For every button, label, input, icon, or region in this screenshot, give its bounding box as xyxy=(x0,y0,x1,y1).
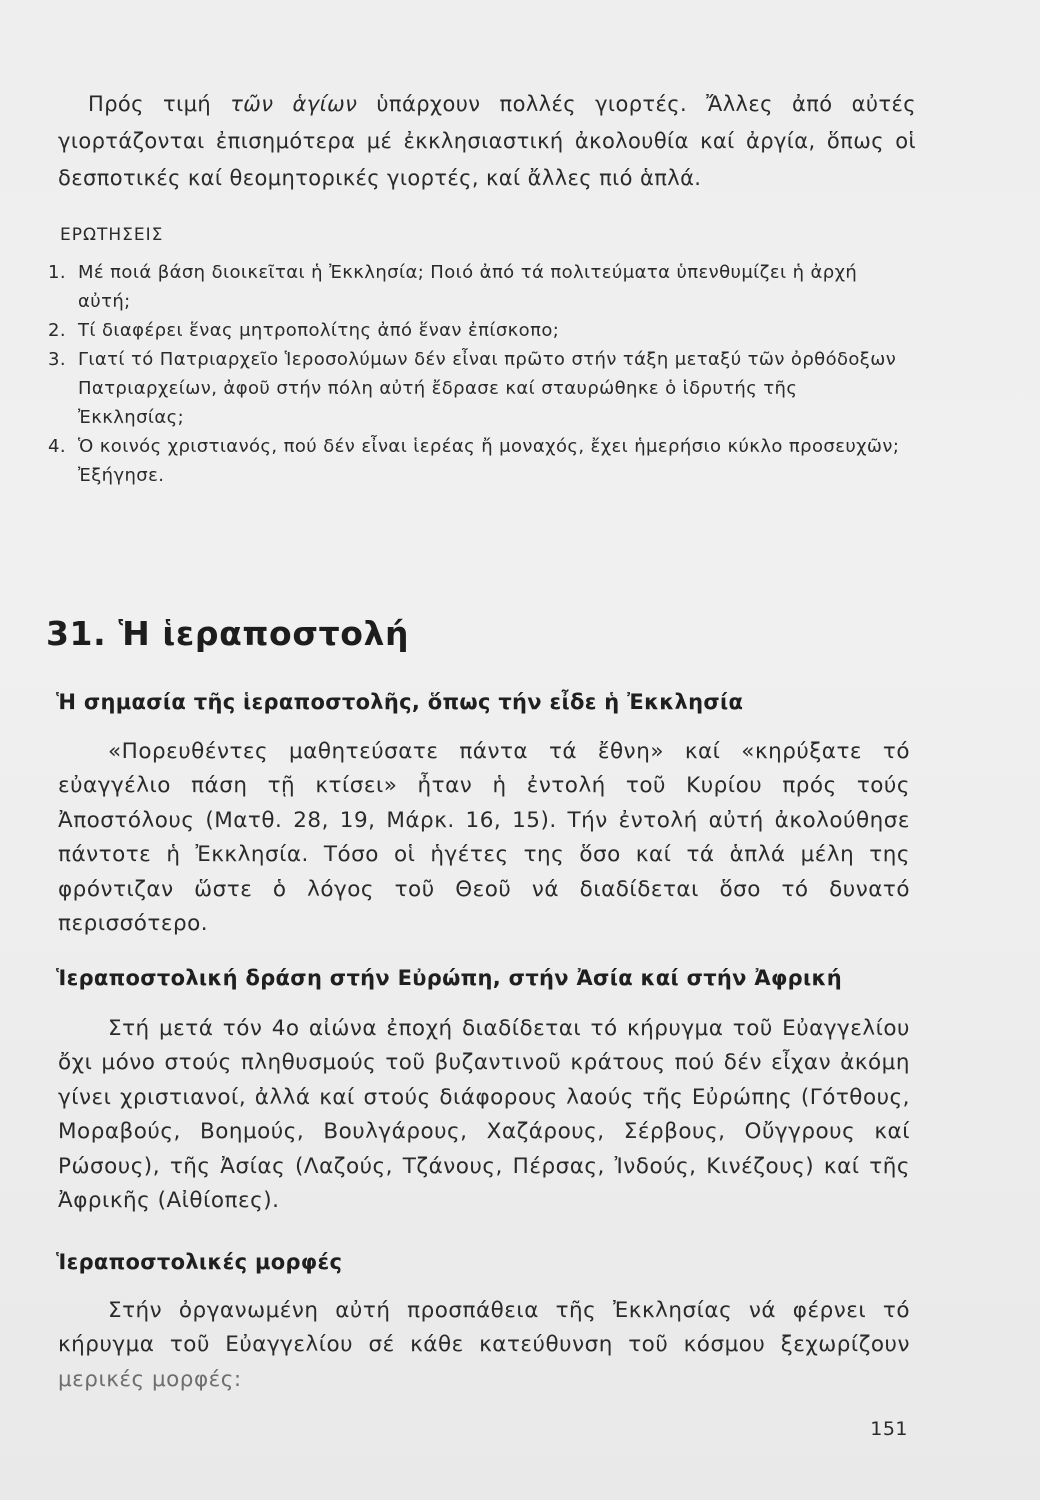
question-number: 4. xyxy=(48,436,66,457)
section-paragraph-missionary-action: Στή μετά τόν 4ο αἰώνα ἐποχή διαδίδεται τό κήρυγμα τοῦ Εὐαγγελίου ὄχι μόνο στούς πληθυσμούς τοῦ βυζαντινοῦ κράτους πού δέν εἶχαν ἀκόμη γίνει χριστιανοί, ἀλλά καί στούς διάφορους λαούς τῆς Εὐρώπης (Γότθους, Μοραβούς, Βοημούς, Βουλγάρους, Χαζάρους, Σέρβους, Οὔγγρους καί Ρώσους), τῆς Ἀσίας (Λαζούς, Τζάνους, Πέρσας, Ἰνδούς, Κινέζους) καί τῆς Ἀφρικῆς (Αἰθίοπες). xyxy=(58,1016,910,1214)
section-heading-significance: Ἡ σημασία τῆς ἱεραποστολῆς, ὅπως τήν εἶδε ἡ Ἐκκλησία xyxy=(56,690,744,714)
question-text: Τί διαφέρει ἕνας μητροπολίτης ἀπό ἕναν ἐπίσκοπο; xyxy=(78,320,560,341)
intro-paragraph xyxy=(58,86,916,197)
intro-line1-italic: τῶν ἁγίων xyxy=(230,92,358,116)
intro-line1-after: ὑπάρχουν πολλές γιορτές. Ἄλλες ἀπό αὐτές xyxy=(357,92,916,116)
question-text: Γιατί τό Πατριαρχεῖο Ἱεροσολύμων δέν εἶναι πρῶτο στήν τάξη μεταξύ τῶν ὀρθόδοξων Πατριαρχείων, ἀφοῦ στήν πόλη αὐτή ἔδρασε καί σταυρώθηκε ὁ ἱδρυτής τῆς Ἐκκλησίας; xyxy=(78,349,897,428)
section-heading-missionary-action: Ἱεραποστολική δράση στήν Εὐρώπη, στήν Ἀσία καί στήν Ἀφρική xyxy=(56,966,842,990)
question-item xyxy=(48,316,908,345)
questions-heading: ΕΡΩΤΗΣΕΙΣ xyxy=(60,225,164,245)
questions-list xyxy=(48,258,908,490)
page-number: 151 xyxy=(870,1418,908,1440)
question-number: 2. xyxy=(48,320,66,341)
question-number: 1. xyxy=(48,262,66,283)
section-paragraph-missionary-figures xyxy=(58,1294,910,1397)
question-item xyxy=(48,345,908,432)
question-number: 3. xyxy=(48,349,66,370)
chapter-title: 31. Ἡ ἱεραποστολή xyxy=(46,614,410,653)
section-heading-missionary-figures: Ἱεραποστολικές μορφές xyxy=(56,1250,343,1274)
intro-text xyxy=(58,86,916,197)
intro-line1-before: Πρός τιμή xyxy=(88,92,231,116)
question-item xyxy=(48,432,908,490)
paragraph-main-text: Στήν ὀργανωμένη αὐτή προσπάθεια τῆς Ἐκκλησίας νά φέρνει τό κήρυγμα τοῦ Εὐαγγελίου σέ κάθε κατεύθυνση τοῦ κόσμου ξεχωρίζουν xyxy=(58,1298,910,1358)
question-text: Μέ ποιά βάση διοικεῖται ἡ Ἐκκλησία; Ποιό ἀπό τά πολιτεύματα ὑπενθυμίζει ἡ ἀρχή αὐτή; xyxy=(78,262,858,312)
question-text: Ὁ κοινός χριστιανός, πού δέν εἶναι ἱερέας ἤ μοναχός, ἔχει ἡμερήσιο κύκλο προσευχῶν; Ἐξήγησε. xyxy=(78,436,900,486)
intro-rest: γιορτάζονται ἐπισημότερα μέ ἐκκλησιαστική ἀκολουθία καί ἀργία, ὅπως οἱ δεσποτικές καί θεομητορικές γιορτές, καί ἄλλες πιό ἁπλά. xyxy=(58,129,916,190)
section-paragraph-significance: «Πορευθέντες μαθητεύσατε πάντα τά ἔθνη» καί «κηρύξατε τό εὐαγγέλιο πάση τῇ κτίσει» ἦταν ἡ ἐντολή τοῦ Κυρίου πρός τούς Ἀποστόλους (Ματθ. 28, 19, Μάρκ. 16, 15). Τήν ἐντολή αὐτή ἀκολούθησε πάντοτε ἡ Ἐκκλησία. Τόσο οἱ ἡγέτες της ὅσο καί τά ἁπλά μέλη της φρόντιζαν ὥστε ὁ λόγος τοῦ Θεοῦ νά διαδίδεται ὅσο τό δυνατό περισσότερο. xyxy=(58,739,910,937)
question-item xyxy=(48,258,908,316)
paragraph-end-text: μερικές μορφές: xyxy=(58,1366,242,1392)
